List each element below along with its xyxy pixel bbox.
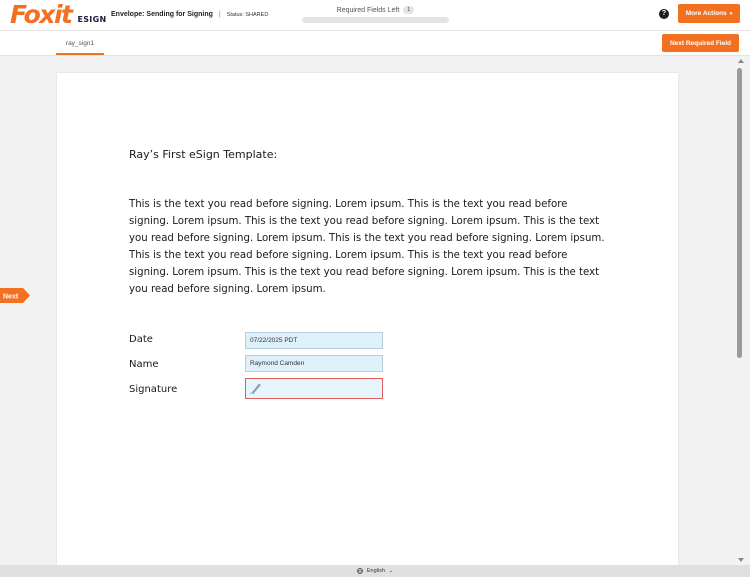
envelope-label: Envelope: Sending for Signing (111, 11, 213, 18)
foxit-esign-logo (10, 0, 107, 29)
envelope-info (111, 11, 268, 18)
name-label: Name (129, 359, 159, 370)
next-required-field-button[interactable]: Next Required Field (662, 34, 739, 52)
scroll-down-icon[interactable] (738, 558, 744, 562)
signature-label: Signature (129, 384, 178, 395)
more-actions-button[interactable] (678, 4, 740, 23)
scroll-up-icon[interactable] (738, 59, 744, 63)
date-field[interactable]: 07/22/2025 PDT (245, 332, 383, 349)
document-title: Ray’s First eSign Template: (129, 148, 278, 161)
required-fields-indicator (302, 6, 449, 23)
next-label: Next (3, 293, 19, 301)
required-fields-progress (302, 17, 449, 23)
tab-ray-sign1[interactable]: ray_sign1 (56, 31, 104, 55)
caret-down-icon: ▾ (729, 10, 733, 17)
envelope-separator: | (218, 11, 221, 18)
next-field-marker[interactable] (0, 288, 30, 303)
app-header (0, 0, 750, 31)
envelope-status: Status: SHARED (226, 11, 269, 18)
help-icon[interactable]: ? (659, 9, 669, 19)
logo-subtext: ESIGN (77, 15, 107, 24)
name-field[interactable]: Raymond Camden (245, 355, 383, 372)
document-viewer (0, 56, 735, 565)
document-body-text: This is the text you read before signing. Lorem ipsum. This is the text you read before signing. Lorem ipsum. This is the text you read before signing. Lorem ipsum. This is the text you read before signing. Lorem ipsum. This is the text you read before signing. Lorem ipsum. This is the text you read before signing. Lorem ipsum. This is the text you read before signing. Lorem ipsum. This is the text you read before signing. Lorem ipsum. This is the text you read before signing. Lorem ipsum. (129, 199, 605, 295)
date-label: Date (129, 334, 153, 345)
language-label: English (366, 568, 385, 574)
globe-icon (357, 568, 363, 574)
document-page (57, 73, 678, 565)
signature-field[interactable] (245, 378, 383, 399)
document-tab-bar (0, 31, 750, 56)
required-fields-label: Required Fields Left (336, 6, 400, 14)
chevron-down-icon: ⌄ (388, 568, 394, 574)
logo-text: Foxit (10, 0, 72, 29)
language-selector[interactable] (0, 565, 750, 577)
more-actions-label: More Actions (685, 10, 727, 17)
vertical-scrollbar[interactable] (735, 56, 750, 565)
required-fields-count: 1 (403, 6, 414, 14)
pen-icon (249, 381, 263, 395)
scroll-thumb[interactable] (737, 68, 742, 358)
